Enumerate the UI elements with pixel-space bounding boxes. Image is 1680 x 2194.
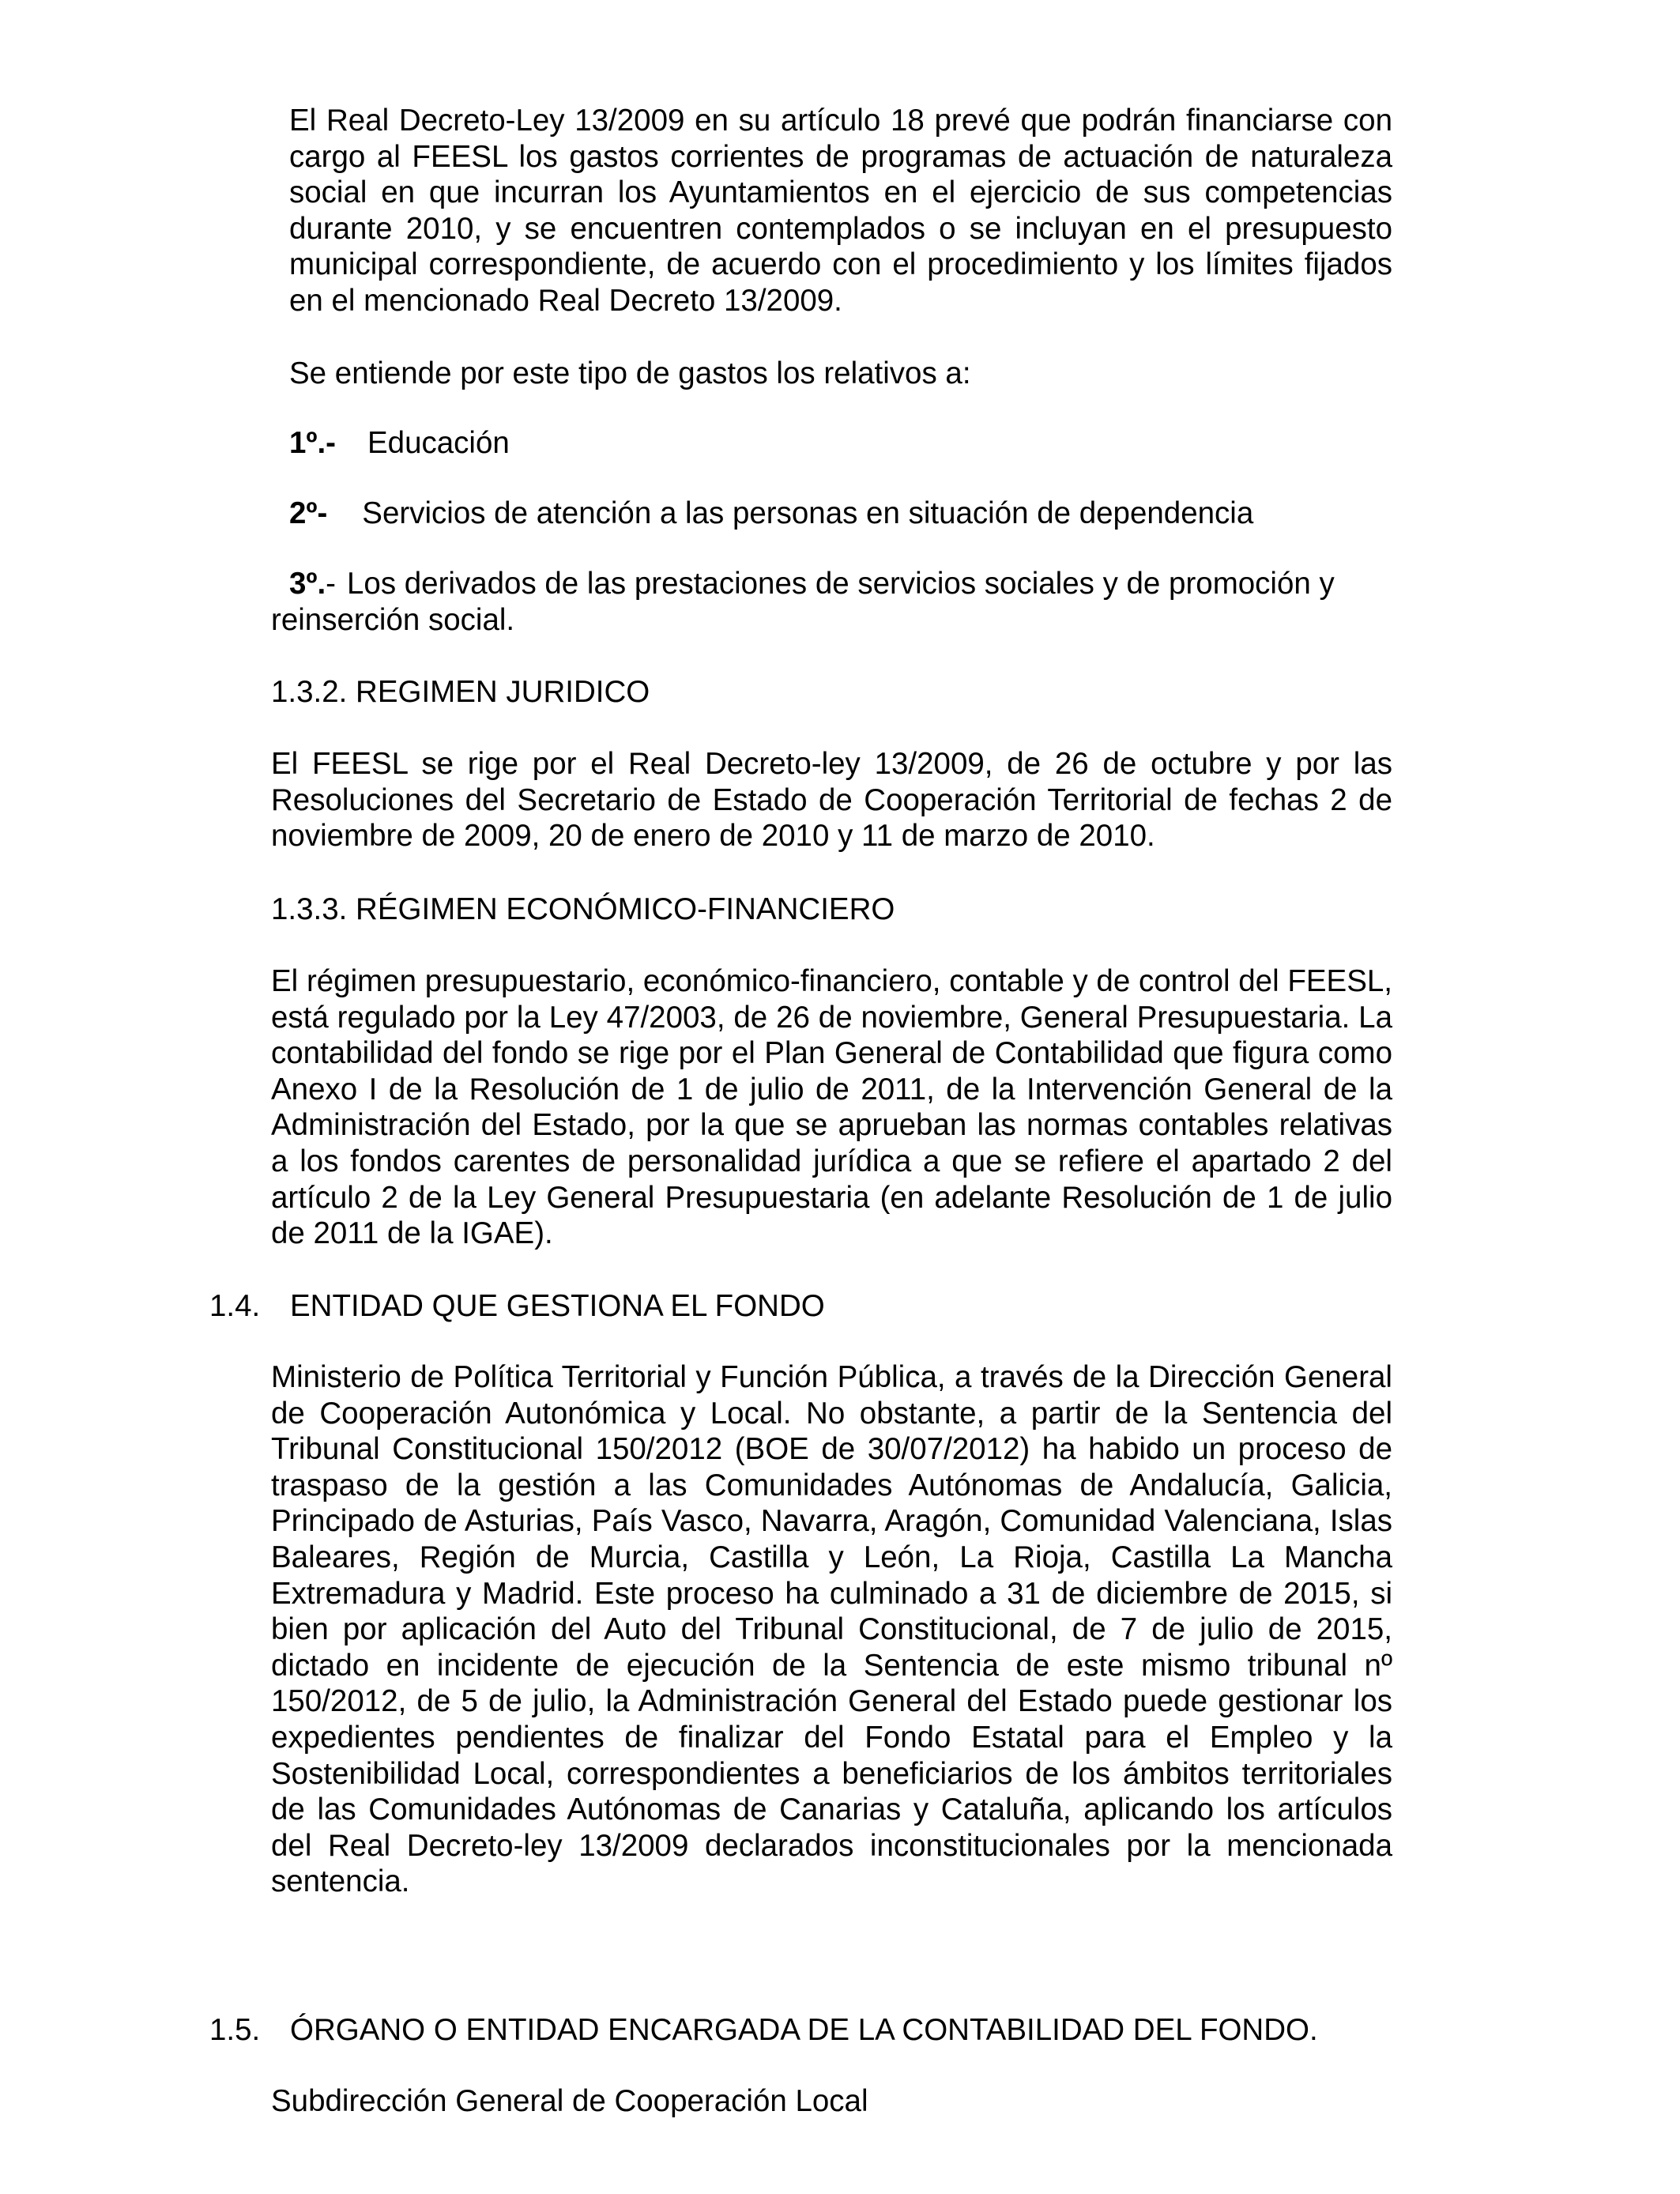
section-title-text: ÓRGANO O ENTIDAD ENCARGADA DE LA CONTABILIDAD DEL FONDO.: [290, 2013, 1318, 2047]
list-item-text: Los derivados de las prestaciones de servicios sociales y de promoción y: [347, 567, 1335, 601]
section-1-5-body: Subdirección General de Cooperación Local: [271, 2084, 868, 2118]
list-item-2: [289, 496, 1253, 532]
section-1-5-title: [209, 2012, 1318, 2049]
section-1-4-title: [209, 1288, 825, 1325]
list-item-number: 2º-: [289, 496, 328, 530]
section-1-4-body: Ministerio de Política Territorial y Función Pública, a través de la Dirección General de Cooperación Autonómica y Local. No obstante, a partir de la Sentencia del Tribunal Constitucional 150/2012 (BOE de 30/07/2012) ha habido un proceso de traspaso de la gestión a las Comunidades Autónomas de Andalucía, Galicia, Principado de Asturias, País Vasco, Navarra, Aragón, Comunidad Valenciana, Islas Baleares, Región de Murcia, Castilla y León, La Rioja, Castilla La Mancha Extremadura y Madrid. Este proceso ha culminado a 31 de diciembre de 2015, si bien por aplicación del Auto del Tribunal Constitucional, de 7 de julio de 2015, dictado en incidente de ejecución de la Sentencia de este mismo tribunal nº 150/2012, de 5 de julio, la Administración General del Estado puede gestionar los expedientes pendientes de finalizar del Fondo Estatal para el Empleo y la Sostenibilidad Local, correspondientes a beneficiarios de los ámbitos territoriales de las Comunidades Autónomas de Canarias y Cataluña, aplicando los artículos del Real Decreto-ley 13/2009 declarados inconstitucionales por la mencionada sentencia.: [271, 1360, 1392, 1899]
list-item-number: 3º.: [289, 567, 326, 601]
section-1-3-3-body: El régimen presupuestario, económico-financiero, contable y de control del FEESL, está regulado por la Ley 47/2003, de 26 de noviembre, General Presupuestaria. La contabilidad del fondo se rige por el Plan General de Contabilidad que figura como Anexo I de la Resolución de 1 de julio de 2011, de la Intervención General de la Administración del Estado, por la que se aprueban las normas contables relativas a los fondos carentes de personalidad jurídica a que se refiere el apartado 2 del artículo 2 de la Ley General Presupuestaria (en adelante Resolución de 1 de julio de 2011 de la IGAE).: [271, 964, 1392, 1251]
section-1-3-3-title: 1.3.3. RÉGIMEN ECONÓMICO-FINANCIERO: [271, 892, 895, 926]
list-item-text: Servicios de atención a las personas en situación de dependencia: [362, 496, 1254, 530]
section-title-text: ENTIDAD QUE GESTIONA EL FONDO: [290, 1289, 825, 1323]
list-item-number: 1º.-: [289, 426, 336, 460]
intro-paragraph: El Real Decreto-Ley 13/2009 en su artículo 18 prevé que podrán financiarse con cargo al FEESL los gastos corrientes de programas de actuación de naturaleza social en que incurran los Ayuntamientos en el ejercicio de sus competencias durante 2010, y se encuentren contemplados o se incluyan en el presupuesto municipal correspondiente, de acuerdo con el procedimiento y los límites fijados en el mencionado Real Decreto 13/2009.: [289, 104, 1392, 318]
list-item-text: Educación: [367, 426, 510, 460]
section-1-3-2-title: 1.3.2. REGIMEN JURIDICO: [271, 675, 650, 709]
section-number: 1.5.: [209, 2013, 261, 2047]
list-item-1: [289, 425, 510, 462]
list-item-3: [289, 566, 1335, 602]
section-1-3-2-body: El FEESL se rige por el Real Decreto-ley 13/2009, de 26 de octubre y por las Resoluciones del Secretario de Estado de Cooperación Territorial de fechas 2 de noviembre de 2009, 20 de enero de 2010 y 11 de marzo de 2010.: [271, 747, 1392, 854]
list-intro: Se entiende por este tipo de gastos los relativos a:: [289, 356, 971, 390]
section-number: 1.4.: [209, 1289, 261, 1323]
list-item-dash: -: [326, 567, 336, 601]
list-item-3-continuation: reinserción social.: [271, 603, 515, 637]
